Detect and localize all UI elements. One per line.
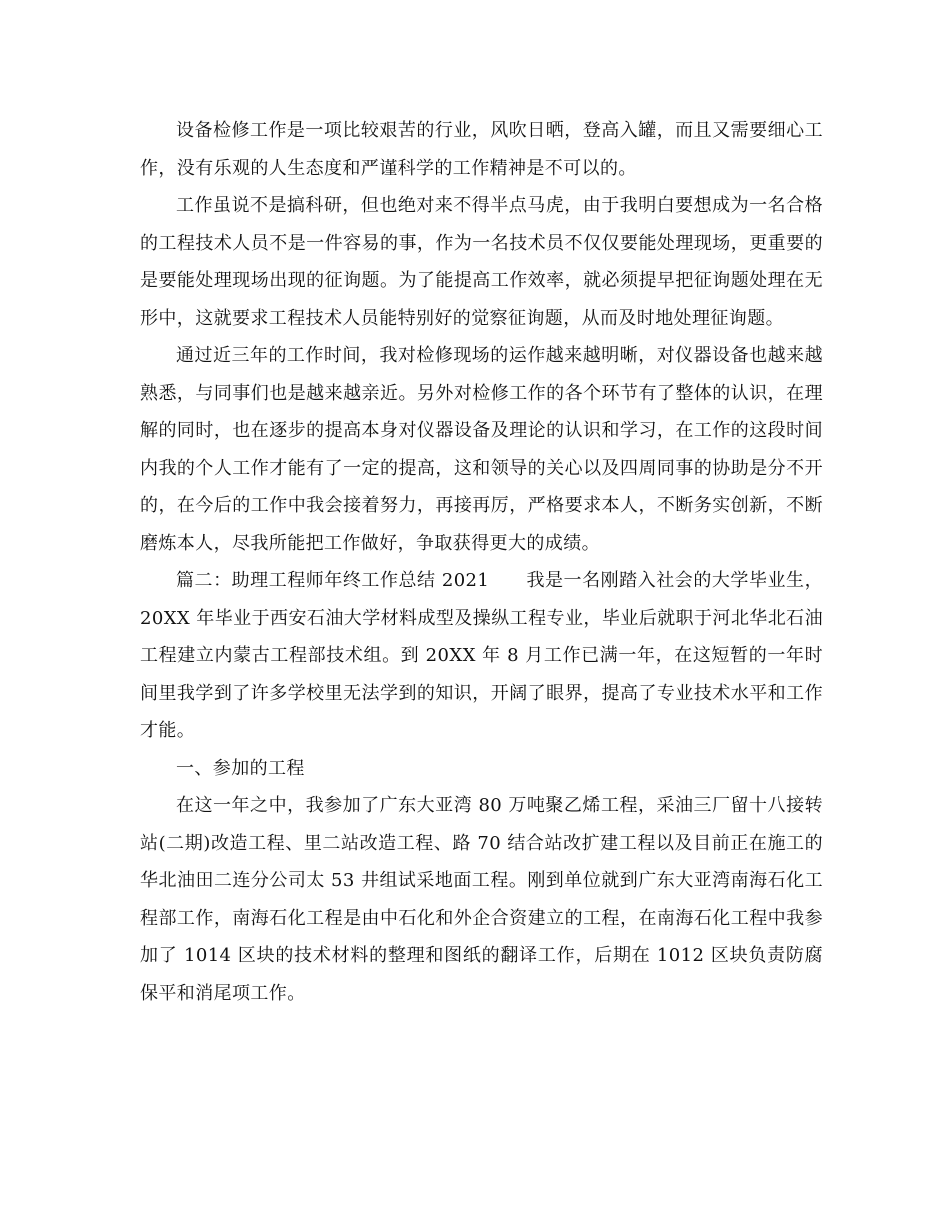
paragraph-4: 篇二：助理工程师年终工作总结 2021 我是一名刚踏入社会的大学毕业生，20XX 年毕业于西安石油大学材料成型及操纵工程专业，毕业后就职于河北华北石油工程建立内蒙古工程部技术组。到 20XX 年 8 月工作已满一年，在这短暂的一年时间里我学到了许多学校里无法学到的知识，开阔了眼界，提高了专业技术水平和工作才能。 <box>140 570 823 741</box>
paragraph-5: 在这一年之中，我参加了广东大亚湾 80 万吨聚乙烯工程，采油三厂留十八接转站(二期)改造工程、里二站改造工程、路 70 结合站改扩建工程以及目前正在施工的华北油田二连分公司太 53 井组试采地面工程。刚到单位就到广东大亚湾南海石化工程部工作，南海石化工程是由中石化和外企合资建立的工程，在南海石化工程中我参加了 1014 区块的技术材料的整理和图纸的翻译工作，后期在 1012 区块负责防腐保平和消尾项工作。 <box>140 795 823 1004</box>
document-body <box>140 112 823 1012</box>
paragraph-2: 工作虽说不是搞科研，但也绝对来不得半点马虎，由于我明白要想成为一名合格的工程技术人员不是一件容易的事，作为一名技术员不仅仅要能处理现场，更重要的是要能处理现场出现的征询题。为了能提高工作效率，就必须提早把征询题处理在无形中，这就要求工程技术人员能特别好的觉察征询题，从而及时地处理征询题。 <box>140 195 823 329</box>
section-heading: 一、参加的工程 <box>176 757 305 779</box>
paragraph-3: 通过近三年的工作时间，我对检修现场的运作越来越明晰，对仪器设备也越来越熟悉，与同事们也是越来越亲近。另外对检修工作的各个环节有了整体的认识，在理解的同时，也在逐步的提高本身对仪器设备及理论的认识和学习，在工作的这段时间内我的个人工作才能有了一定的提高，这和领导的关心以及四周同事的协助是分不开的，在今后的工作中我会接着努力，再接再厉，严格要求本人，不断务实创新，不断磨炼本人，尽我所能把工作做好，争取获得更大的成绩。 <box>140 345 823 554</box>
paragraph-1: 设备检修工作是一项比较艰苦的行业，风吹日晒，登高入罐，而且又需要细心工作，没有乐观的人生态度和严谨科学的工作精神是不可以的。 <box>140 120 823 179</box>
